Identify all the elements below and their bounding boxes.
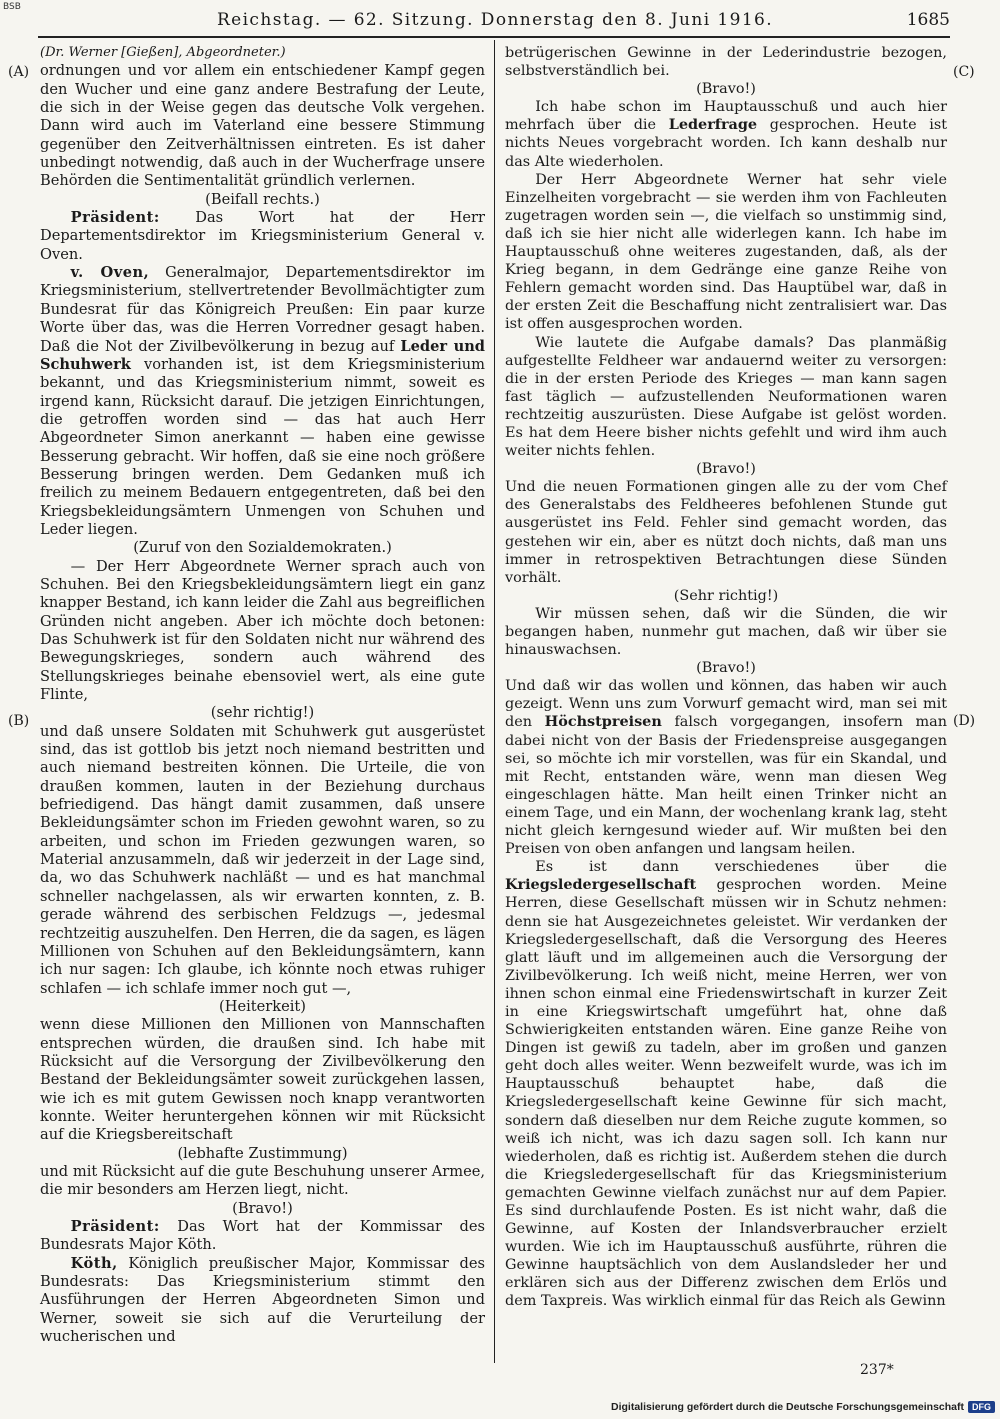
footer-text: Digitalisierung gefördert durch die Deutsche Forschungsgemeinschaft: [611, 1401, 964, 1413]
paragraph: [505, 98, 947, 170]
speech-text: falsch vorgegangen, insofern man dabei nicht von der Basis der Friedenspreise ausgegangen sei, so möchte ich mir vorstellen, was für ein Skandal, und mit Recht, entstanden wäre, wenn man diesen Weg eingeschlagen hätte. Man heilt einen Trinker nicht an einem Tage, und ein Mann, der wochenlang krank lag, steht nicht gleich kerngesund wieder auf. Wir mußten bei den Preisen von oben anfangen und langsam heilen.: [505, 714, 947, 858]
margin-letter-b: (B): [8, 713, 30, 729]
speaker-continuation-head: (Dr. Werner [Gießen], Abgeordneter.): [40, 45, 286, 60]
paragraph: betrügerischen Gewinne in der Lederindustrie bezogen, selbstverständlich bei.: [505, 45, 947, 80]
paragraph: [40, 209, 485, 264]
speech-text: Königlich preußischer Major, Kommissar des Bundesrats: Das Kriegsministerium stimmt den Ausführungen der Herren Abgeordneten Simon und Werner, soweit sie sich auf die Verurteilung der wucherischen und: [40, 1254, 486, 1346]
paragraph: [40, 1255, 485, 1347]
speech-text: vorhanden ist, ist dem Kriegsministerium bekannt, und das Kriegsministerium nimmt, soweit es irgend kann, Rücksicht darauf. Die jetzigen Einrichtungen, die getroffen worden sind — das hat auch Herr Abgeordneter Simon anerkannt — haben eine gewisse Besserung gebracht. Wir hoffen, daß sie eine noch größere Besserung bringen werden. Dem Gedanken muß ich freilich zu meinem Bedauern entgegentreten, daß bei den Kriegsbekleidungsämtern Unmengen von Schuhen und Leder liegen.: [40, 355, 486, 538]
interjection: (Zuruf von den Sozialdemokraten.): [133, 539, 392, 557]
paragraph: wenn diese Millionen den Millionen von Mannschaften entsprechen würden, die draußen sind. Ich habe mit Rücksicht auf die Versorgung der Zivilbevölkerung den Bestand der Bekleidungsämter soweit zurückgehen lassen, wie ich es mit gutem Gewissen noch knapp verantworten konnte. Weiter heruntergehen können wir mit Rücksicht auf die Kriegsbereitschaft: [40, 1016, 485, 1144]
header-rule: [38, 36, 950, 38]
dfg-logo: DFG: [968, 1401, 995, 1413]
speech-text: Und daß wir das wollen und können, das haben wir auch gezeigt. Wenn uns zum Vorwurf gemacht wird, man sei mit den: [505, 678, 947, 731]
margin-letter-c: (C): [953, 64, 975, 80]
library-mark: BSB: [3, 2, 21, 12]
speech-text: Das Wort hat der Herr Departementsdirektor im Kriegsministerium General v. Oven.: [40, 209, 485, 263]
signature-mark: 237*: [860, 1362, 894, 1378]
interjection: (Bravo!): [696, 660, 756, 677]
right-column: [505, 44, 947, 1311]
page-header: [40, 6, 950, 34]
keyword: Leder und Schuhwerk: [40, 337, 486, 373]
margin-letter-a: (A): [8, 64, 30, 80]
keyword: Kriegsledergesellschaft: [505, 876, 697, 894]
speaker-name: v. Oven,: [70, 264, 150, 282]
left-column: [40, 44, 485, 1346]
column-divider: [494, 40, 495, 1363]
speech-text: Generalmajor, Departementsdirektor im Kriegsministerium, stellvertretender Bevollmächtigter zum Bundesrat für das Königreich Preußen: Ein paar kurze Worte über das, was die Herren Vorredner gesagt haben. Daß die Not der Zivilbevölkerung in bezug auf: [40, 264, 486, 355]
speech-text: Ich habe schon im Hauptausschuß und auch hier mehrfach über die: [505, 99, 947, 134]
interjection: (Bravo!): [232, 1199, 293, 1217]
paragraph: — Der Herr Abgeordnete Werner sprach auch von Schuhen. Bei den Kriegsbekleidungsämtern liegt ein ganz knapper Bestand, ich kann leider die Zahl aus begreiflichen Gründen nicht angeben. Aber ich möchte doch betonen: Das Schuhwerk ist für den Soldaten nicht nur während des Bewegungskrieges, sondern auch während des Stellungskrieges beinahe ebensoviel wert, als eine gute Flinte,: [40, 557, 485, 704]
paragraph: Wir müssen sehen, daß wir die Sünden, die wir begangen haben, nunmehr gut machen, daß wir über sie hinauswachsen.: [505, 605, 947, 659]
paragraph: Wie lautete die Aufgabe damals? Das planmäßig aufgestellte Feldheer war andauernd weiter zu versorgen: die in der ersten Periode des Krieges — man kann sagen fast täglich — aufzustellenden Neuformationen waren rechtzeitig auszurüsten. Diese Aufgabe ist gelöst worden. Es hat dem Heere bisher nichts gefehlt und wird ihm auch weiter nichts fehlen.: [505, 334, 947, 460]
running-title: Reichstag. — 62. Sitzung. Donnerstag den 8. Juni 1916.: [216, 10, 774, 30]
paragraph: Der Herr Abgeordnete Werner hat sehr viele Einzelheiten vorgebracht — sie werden ihm von Fachleuten zugetragen worden sein —, die vielfach so unstimmig sind, daß ich sie hier nicht alle widerlegen kann. Ich habe im Hauptausschuß ohne weiteres zugestanden, daß, als der Krieg begann, in dem Gedränge eine ganze Reihe von Fehlern gemacht worden sind. Das Hauptübel war, daß in der ersten Zeit die Beschaffung nicht zentralisiert war. Das ist offen ausgesprochen worden.: [505, 171, 947, 333]
keyword: Höchstpreisen: [544, 713, 662, 731]
paragraph: [505, 858, 947, 1310]
interjection: (Sehr richtig!): [673, 587, 779, 604]
paragraph: und mit Rücksicht auf die gute Beschuhung unserer Armee, die mir besonders am Herzen liegt, nicht.: [40, 1162, 485, 1199]
page-number: 1685: [906, 10, 950, 30]
speech-text: gesprochen worden. Meine Herren, diese Gesellschaft müssen wir in Schutz nehmen: denn sie hat Ausgezeichnetes geleistet. Wir verdanken der Kriegsledergesellschaft, daß die Versorgung des Heeres glatt läuft und im allgemeinen auch die Versorgung der Zivilbevölkerung. Ich weiß nicht, meine Herren, wer von ihnen schon einmal eine Friedenswirtschaft in kurzer Zeit in eine Kriegswirtschaft umgeführt hat, ohne daß Schwierigkeiten entstanden wären. Eine ganze Reihe von Dingen ist gewiß zu tadeln, aber im großen und ganzen geht doch alles weiter. Wenn bezweifelt wurde, was ich im Hauptausschuß behauptet habe, daß die Kriegsledergesellschaft keine Gewinne für sich macht, sondern daß dieselben nur dem Reiche zugute kommen, so weiß ich nicht, was ich dazu sagen soll. Ich kann nur wiederholen, daß es richtig ist. Außerdem stehen die durch die Kriegsledergesellschaft für das Kriegsministerium gemachten Gewinne vielfach zunächst nur auf dem Papier. Es sind durchlaufende Posten. Es ist nicht wahr, daß die Gewinne, auf Kosten der Inlandsverbraucher erzielt wurden. Wie ich im Hauptausschuß ausführte, rühren die Gewinne hauptsächlich von dem Auslandsleder her und erklären sich aus der Differenz zwischen dem Erlös und dem Taxpreis. Was wirklich einmal für das Reich als Gewinn: [505, 877, 947, 1310]
margin-letter-d: (D): [953, 713, 976, 729]
speech-text: Das Wort hat der Kommissar des Bundesrats Major Köth.: [40, 1218, 486, 1254]
speech-text: Es ist dann verschiedenes über die: [535, 859, 947, 876]
paragraph: [40, 1218, 485, 1255]
paragraph: ordnungen und vor allem ein entschiedener Kampf gegen den Wucher und eine ganz andere Bestrafung der Leute, die sich in der Weise gegen das deutsche Volk vergehen. Dann wird auch im Vaterland eine bessere Stimmung gegenüber den Zeitverhältnissen eintreten. Es ist daher unbedingt notwendig, daß auch in der Wucherfrage unsere Behörden die Sentimentalität gründlich verlernen.: [40, 62, 485, 190]
interjection: (Heiterkeit): [219, 997, 306, 1015]
paragraph: und daß unsere Soldaten mit Schuhwerk gut ausgerüstet sind, das ist gottlob bis jetzt noch niemand bestritten und auch niemand bestreiten können. Die Urteile, die von draußen kommen, lauten in der Beziehung durchaus befriedigend. Das hängt damit zusammen, daß unsere Bekleidungsämter schon im Frieden gewohnt waren, so zu arbeiten, und schon im Frieden gezwungen waren, so Material anzusammeln, daß wir jederzeit in der Lage sind, da, wo das Schuhwerk nachläßt — und es hat manchmal schneller nachgelassen, als wir erwarten konnten, z. B. gerade während des serbischen Feldzugs —, jedesmal rechtzeitig auszuhelfen. Den Herren, die da sagen, es lägen Millionen von Schuhen auf den Bekleidungsämtern, kann ich nur sagen: Ich glaube, ich könnte noch etwas ruhiger schlafen — ich schlafe immer noch gut —,: [40, 722, 485, 997]
speaker-name: Präsident:: [70, 1218, 160, 1235]
keyword: Lederfrage: [668, 116, 758, 134]
paragraph: Und die neuen Formationen gingen alle zu der vom Chef des Generalstabs des Feldheeres befohlenen Stunde gut ausgerüstet ins Feld. Fehler sind gemacht worden, das gestehen wir ein, aber es nützt doch nichts, daß man uns immer in retrospektiven Betrachtungen diese Sünden vorhält.: [505, 479, 947, 586]
speaker-name: Präsident:: [70, 209, 160, 227]
footer: [611, 1400, 995, 1414]
paragraph: [505, 677, 947, 858]
interjection: (lebhafte Zustimmung): [177, 1144, 348, 1162]
interjection: (sehr richtig!): [210, 704, 315, 722]
speaker-name: Köth,: [70, 1254, 118, 1272]
interjection: (Bravo!): [696, 81, 756, 98]
paragraph: [40, 264, 485, 539]
interjection: (Bravo!): [696, 461, 756, 478]
interjection: (Beifall rechts.): [205, 190, 320, 208]
speech-text: gesprochen. Heute ist nichts Neues vorgebracht worden. Ich kann deshalb nur das Alte wiederholen.: [505, 117, 948, 170]
